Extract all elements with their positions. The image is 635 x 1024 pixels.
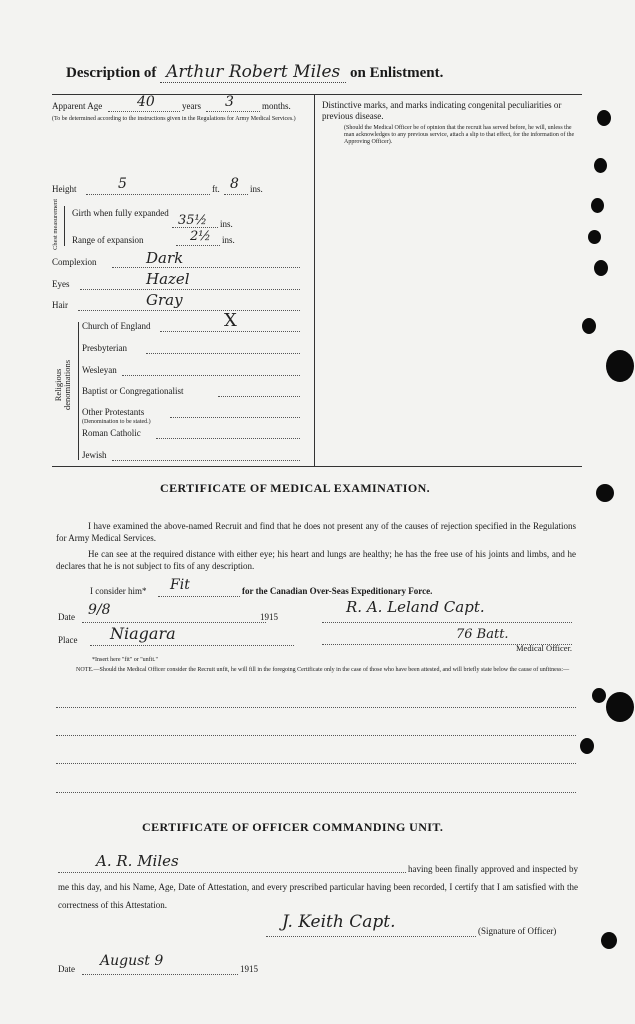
unfitness-line-4 — [56, 792, 576, 793]
binder-hole — [606, 692, 634, 722]
unfitness-line-2 — [56, 735, 576, 736]
binder-hole — [580, 738, 594, 754]
height-label: Height — [52, 184, 77, 194]
medical-heading: CERTIFICATE OF MEDICAL EXAMINATION. — [160, 481, 431, 495]
complexion-line — [112, 267, 300, 268]
denomination-baptist: Baptist or Congregationalist — [82, 386, 184, 396]
other-protestants-line — [170, 417, 300, 418]
binder-hole — [606, 350, 634, 382]
complexion-value: Dark — [146, 249, 184, 267]
chest-label: Chest measurement — [52, 198, 59, 250]
denomination-note: (Denomination to be stated.) — [82, 419, 151, 425]
commanding-recruit-name: A. R. Miles — [96, 852, 179, 870]
binder-hole — [597, 110, 611, 126]
height-ft-line — [86, 194, 210, 195]
binder-hole — [588, 230, 601, 244]
commanding-signature-line — [266, 936, 476, 937]
commanding-date-value: August 9 — [100, 953, 164, 969]
title-suffix: on Enlistment. — [349, 65, 444, 81]
hair-line — [78, 310, 300, 311]
age-months-line — [206, 111, 260, 112]
unfitness-line-3 — [56, 763, 576, 764]
girth-ins-label: ins. — [220, 219, 233, 229]
jewish-line — [112, 460, 300, 461]
consider-label: I consider him* — [90, 586, 147, 596]
presbyterian-line — [146, 353, 300, 354]
eyes-value: Hazel — [146, 270, 190, 288]
age-months-value: 3 — [225, 94, 234, 110]
binder-hole — [582, 318, 596, 334]
medical-date-value: 9/8 — [88, 602, 111, 618]
baptist-line — [218, 396, 300, 397]
roman-catholic-line — [156, 438, 300, 439]
range-label: Range of expansion — [72, 235, 144, 245]
age-years-line — [108, 111, 180, 112]
binder-hole — [596, 484, 614, 502]
medical-date-label: Date — [58, 612, 75, 622]
signature-line — [322, 622, 572, 623]
section-border — [52, 466, 582, 467]
range-line — [176, 245, 220, 246]
height-ft-value: 5 — [118, 176, 127, 192]
eyes-label: Eyes — [52, 279, 70, 289]
commanding-officer-signature: J. Keith Capt. — [282, 912, 396, 932]
medical-date-year: 1915 — [260, 612, 278, 622]
denomination-presbyterian: Presbyterian — [82, 343, 127, 353]
denomination-other-protestants: Other Protestants — [82, 407, 145, 417]
marks-label: Distinctive marks, and marks indicating congenital peculiarities or previous disease. — [322, 100, 562, 121]
girth-value: 35½ — [178, 213, 208, 228]
range-ins-label: ins. — [222, 235, 235, 245]
insert-note: *Insert here "fit" or "unfit." — [92, 657, 158, 663]
denomination-church-of-england: Church of England — [82, 321, 151, 331]
denomination-wesleyan: Wesleyan — [82, 365, 117, 375]
religious-label: Religious denominations — [53, 359, 72, 411]
title-prefix: Description of — [66, 65, 157, 81]
years-label: years — [182, 101, 201, 111]
signature-of-officer-label: (Signature of Officer) — [478, 926, 557, 936]
height-in-line — [224, 194, 248, 195]
commanding-date-year: 1915 — [240, 964, 258, 974]
binder-hole — [601, 932, 617, 949]
binder-hole — [592, 688, 606, 703]
commanding-date-label: Date — [58, 964, 75, 974]
consider-line — [158, 596, 240, 597]
top-border — [52, 94, 582, 95]
commanding-text — [58, 860, 578, 914]
denomination-roman-catholic: Roman Catholic — [82, 428, 141, 438]
ft-label: ft. — [212, 184, 220, 194]
consider-value: Fit — [170, 577, 190, 593]
place-line — [90, 645, 294, 646]
hair-value: Gray — [146, 291, 183, 309]
age-note: (To be determined according to the instructions given in the Regulations for Army Medical Services.) — [52, 116, 296, 122]
commanding-heading: CERTIFICATE OF OFFICER COMMANDING UNIT. — [142, 820, 444, 834]
denomination-jewish: Jewish — [82, 450, 107, 460]
church-line — [160, 331, 300, 332]
range-value: 2½ — [190, 229, 211, 244]
place-label: Place — [58, 635, 78, 645]
unfitness-line-1 — [56, 707, 576, 708]
age-label: Apparent Age — [52, 101, 103, 111]
consider-suffix: for the Canadian Over-Seas Expeditionary Force. — [242, 586, 433, 596]
ins-label: ins. — [250, 184, 263, 194]
religion-bracket — [78, 322, 79, 460]
wesleyan-line — [122, 375, 300, 376]
recruit-name: Arthur Robert Miles — [160, 62, 346, 83]
medical-officer-signature: R. A. Leland Capt. — [346, 598, 485, 616]
form-title — [66, 62, 443, 82]
hair-label: Hair — [52, 300, 68, 310]
medical-para-2: He can see at the required distance with either eye; his heart and lungs are healthy; he has the free use of his joints and limbs, and he declares that he is not subject to fits of any description. — [56, 549, 576, 571]
chest-bracket — [64, 206, 65, 246]
commanding-text-content: having been finally approved and inspected by me this day, and his Name, Age, Date of Attestation, and every prescribed particular having been recorded, I certify that I am satisfied with the correctness of this Attestation. — [58, 864, 578, 910]
commanding-date-line — [82, 974, 238, 975]
medical-date-line — [82, 622, 266, 623]
binder-hole — [591, 198, 604, 213]
age-years-value: 40 — [137, 94, 155, 110]
medical-unit: 76 Batt. — [456, 627, 509, 642]
eyes-line — [80, 289, 300, 290]
complexion-label: Complexion — [52, 257, 97, 267]
height-in-value: 8 — [230, 176, 239, 192]
girth-label: Girth when fully expanded — [72, 208, 169, 218]
binder-hole — [594, 260, 608, 276]
medical-officer-label: Medical Officer. — [516, 643, 573, 653]
marks-note: (Should the Medical Officer be of opinion that the recruit has served before, he will, unless the man acknowledges to any previous service, attach a slip to that effect, for the information of the Approving Officer). — [344, 125, 575, 145]
unfit-note: NOTE.—Should the Medical Officer consider the Recruit unfit, he will fill in the foregoing Certificate only in the case of those who have been attested, and will briefly state below the cause of unfitness:— — [76, 667, 570, 673]
column-divider — [314, 94, 315, 466]
medical-para-1: I have examined the above-named Recruit and find that he does not present any of the causes of rejection specified in the Regulations for Army Medical Services. — [56, 521, 576, 543]
binder-hole — [594, 158, 607, 173]
place-value: Niagara — [110, 624, 176, 643]
church-mark: X — [224, 310, 237, 331]
months-label: months. — [262, 101, 291, 111]
